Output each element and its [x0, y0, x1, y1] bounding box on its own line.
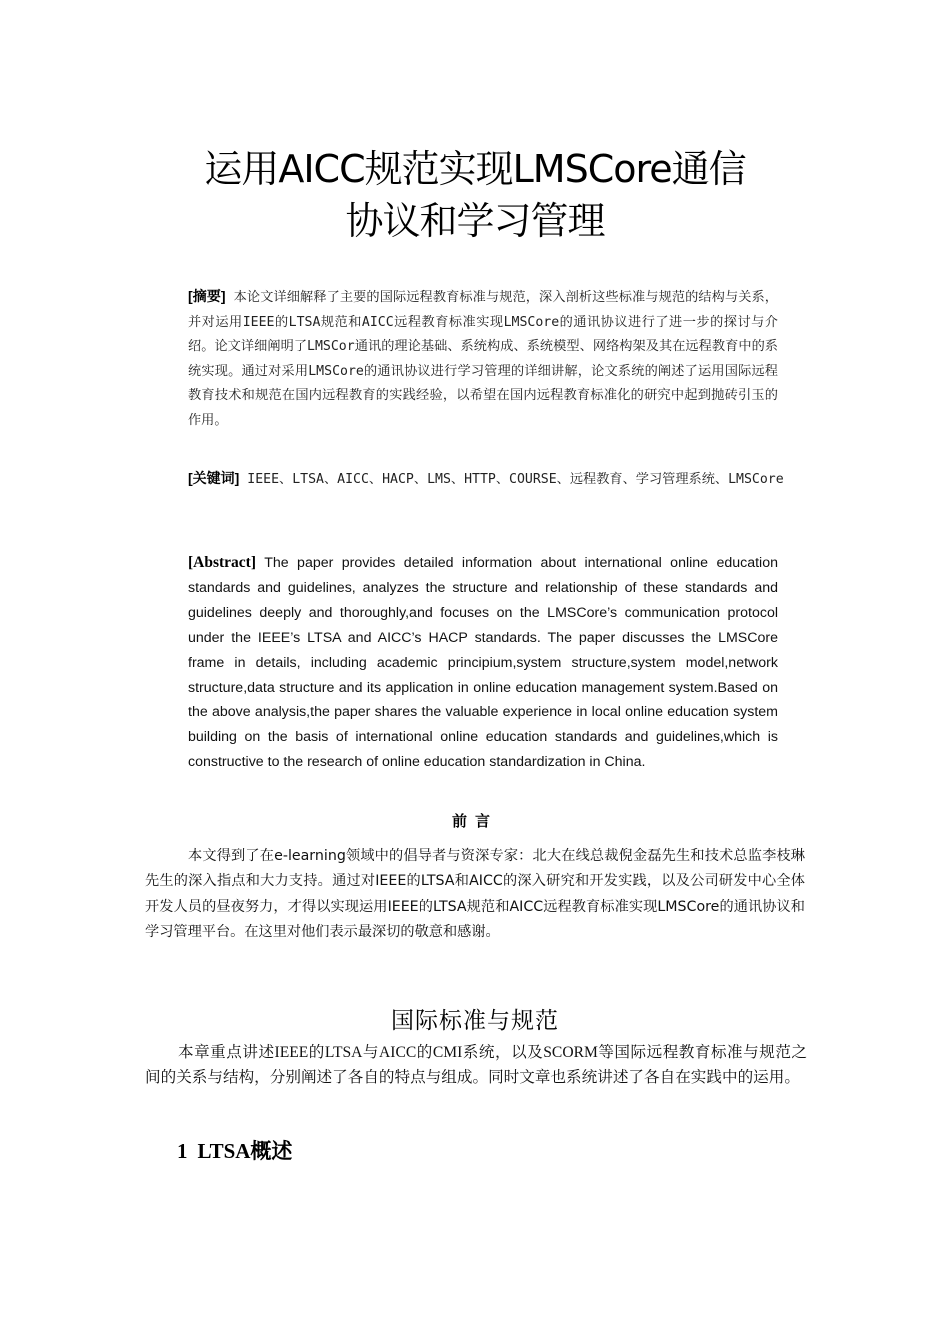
english-abstract [188, 551, 778, 775]
abstract-en-text: The paper provides detailed information about international online education standards and guidelines, analyzes the structure and relationship of these standards and guidelines deeply and thoroughly,and focuses on the LMSCore’s communication protocol under the IEEE’s LTSA and AICC’s HACP standards. The paper discusses the LMSCore frame in details, including academic principium,system structure,system model,network structure,data structure and its application in online education management system.Based on the above analysis,the paper shares the valuable experience in local online education system building on the basis of international online education standards and guidelines,which is constructive to the research of online education standardization in China. [188, 555, 778, 771]
abstract-en-label: [Abstract] [188, 554, 257, 571]
subsection-number: 1 [177, 1139, 188, 1163]
title-line-2: 协议和学习管理 [345, 199, 605, 243]
subsection-title: LTSA概述 [197, 1139, 293, 1163]
preface-heading: 前言 [451, 812, 498, 830]
chinese-abstract [188, 284, 778, 434]
section-heading: 国际标准与规范 [391, 1008, 559, 1034]
document-title [120, 143, 830, 247]
title-line-1: 运用AICC规范实现LMSCore通信 [204, 147, 746, 191]
keywords-text: IEEE、LTSA、AICC、HACP、LMS、HTTP、COURSE、远程教育、学习管理系统、LMSCore [247, 472, 784, 487]
abstract-cn-text: 本论文详细解释了主要的国际远程教育标准与规范，深入剖析这些标准与规范的结构与关系，并对运用IEEE的LTSA规范和AICC远程教育标准实现LMSCore的通讯协议进行了进一步的探讨与介绍。论文详细阐明了LMSCor通讯的理论基础、系统构成、系统模型、网络构架及其在远程教育中的系统实现。通过对采用LMSCore的通讯协议进行学习管理的详细讲解，论文系统的阐述了运用国际远程教育技术和规范在国内远程教育的实践经验，以希望在国内远程教育标准化的研究中起到抛砖引玉的作用。 [188, 290, 778, 428]
section-paragraph: 本章重点讲述IEEE的LTSA与AICC的CMI系统，以及SCORM等国际远程教育标准与规范之间的关系与结构，分别阐述了各自的特点与组成。同时文章也系统讲述了各自在实践中的运用。 [145, 1044, 807, 1087]
subsection-heading [177, 1135, 292, 1165]
keywords [188, 466, 788, 492]
preface-paragraph: 本文得到了在e-learning领域中的倡导者与资深专家：北大在线总裁倪金磊先生和技术总监李枝琳先生的深入指点和大力支持。通过对IEEE的LTSA和AICC的深入研究和开发实践，以及公司研发中心全体开发人员的昼夜努力，才得以实现运用IEEE的LTSA规范和AICC远程教育标准实现LMSCore的通讯协议和学习管理平台。在这里对他们表示最深切的敬意和感谢。 [145, 848, 805, 940]
keywords-label: [关键词] [188, 470, 240, 486]
abstract-cn-label: [摘要] [188, 288, 226, 304]
